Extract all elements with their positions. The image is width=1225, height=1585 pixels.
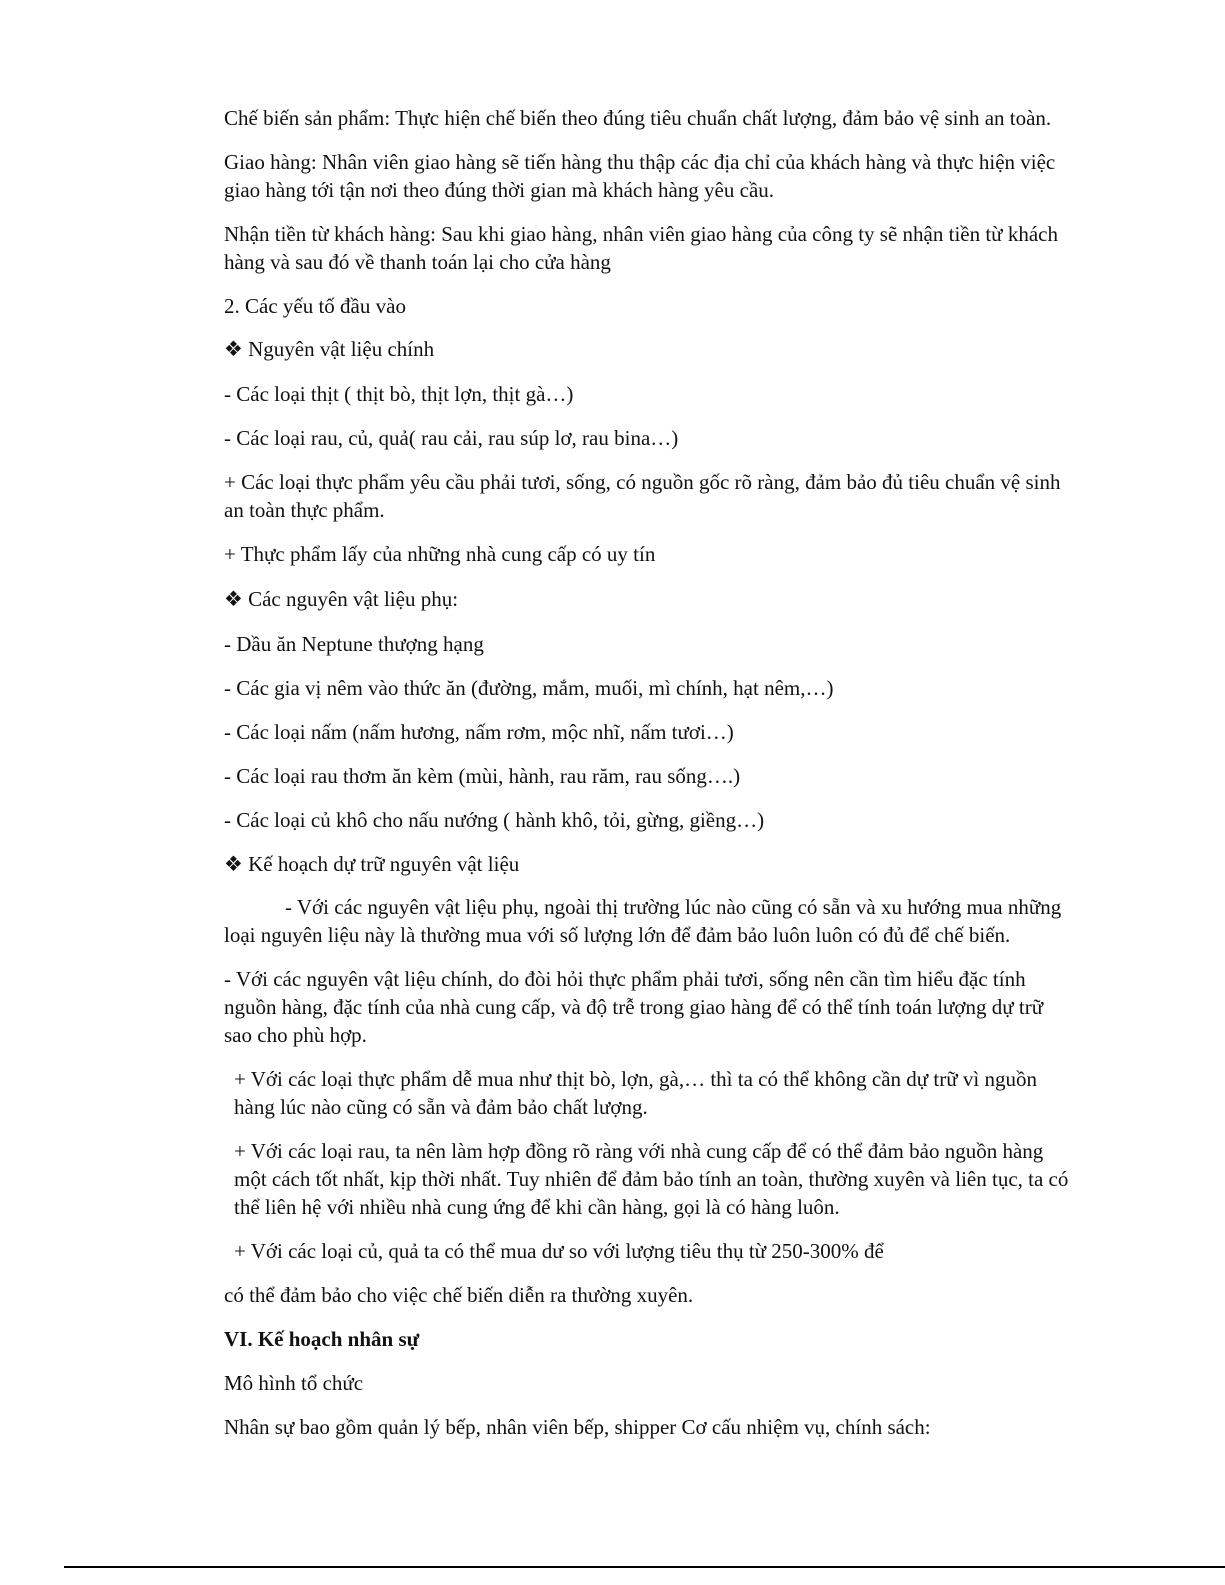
section-heading-inputs: 2. Các yếu tố đầu vào — [224, 294, 406, 318]
bullet-main-materials: ❖ Nguyên vật liệu chính — [224, 337, 435, 361]
paragraph-main-stock: - Với các nguyên vật liệu chính, do đòi hỏi thực phẩm phải tươi, sống nên cần tìm hiểu đặc tính nguồn hàng, đặc tính của nhà cung cấp, và độ trễ trong giao hàng để có thể tính toán lượng dự trữ sao cho phù hợp. — [224, 967, 1044, 1047]
list-item-mushrooms: - Các loại nấm (nấm hương, nấm rơm, mộc nhĩ, nấm tươi…) — [224, 720, 734, 744]
paragraph-root-stock-continued: có thể đảm bảo cho việc chế biến diễn ra thường xuyên. — [224, 1283, 694, 1307]
paragraph-delivery: Giao hàng: Nhân viên giao hàng sẽ tiến hàng thu thập các địa chỉ của khách hàng và thực hiện việc giao hàng tới tận nơi theo đúng thời gian mà khách hàng yêu cầu. — [224, 150, 1056, 202]
list-item-reputable-suppliers: + Thực phẩm lấy của những nhà cung cấp có uy tín — [224, 542, 656, 566]
paragraph-processing: Chế biến sản phẩm: Thực hiện chế biến theo đúng tiêu chuẩn chất lượng, đảm bảo vệ sinh an toàn. — [224, 106, 1052, 130]
paragraph-root-stock: + Với các loại củ, quả ta có thể mua dư so với lượng tiêu thụ từ 250-300% để — [234, 1239, 884, 1263]
paragraph-vegetable-stock: + Với các loại rau, ta nên làm hợp đồng rõ ràng với nhà cung cấp để có thể đảm bảo nguồn hàng một cách tốt nhất, kịp thời nhất. Tuy nhiên để đảm bảo tính an toàn, thường xuyên và liên tục, ta có thể liên hệ với nhiều nhà cung ứng để khi cần hàng, gọi là có hàng luôn. — [234, 1139, 1069, 1219]
paragraph-staff-structure: Nhân sự bao gồm quản lý bếp, nhân viên bếp, shipper Cơ cấu nhiệm vụ, chính sách: — [224, 1415, 931, 1439]
list-item-herbs: - Các loại rau thơm ăn kèm (mùi, hành, rau răm, rau sống….) — [224, 764, 741, 788]
bullet-secondary-materials: ❖ Các nguyên vật liệu phụ: — [224, 587, 459, 611]
section-heading-personnel: VI. Kế hoạch nhân sự — [224, 1327, 420, 1351]
list-item-spices: - Các gia vị nêm vào thức ăn (đường, mắm, muối, mì chính, hạt nêm,…) — [224, 676, 834, 700]
paragraph-org-model: Mô hình tổ chức — [224, 1371, 364, 1395]
paragraph-payment: Nhận tiền từ khách hàng: Sau khi giao hàng, nhân viên giao hàng của công ty sẽ nhận tiền từ khách hàng và sau đó về thanh toán lại cho cửa hàng — [224, 222, 1058, 274]
paragraph-meat-stock: + Với các loại thực phẩm dễ mua như thịt bò, lợn, gà,… thì ta có thể không cần dự trữ vì nguồn hàng lúc nào cũng có sẵn và đảm bảo chất lượng. — [234, 1067, 1037, 1119]
list-item-fresh-requirement: + Các loại thực phẩm yêu cầu phải tươi, sống, có nguồn gốc rõ ràng, đảm bảo đủ tiêu chuẩn vệ sinh an toàn thực phẩm. — [224, 470, 1061, 522]
page-bottom-divider — [64, 1566, 1225, 1568]
list-item-cooking-oil: - Dầu ăn Neptune thượng hạng — [224, 632, 484, 656]
list-item-meat: - Các loại thịt ( thịt bò, thịt lợn, thịt gà…) — [224, 382, 574, 406]
paragraph-secondary-stock: - Với các nguyên vật liệu phụ, ngoài thị trường lúc nào cũng có sẵn và xu hướng mua những loại nguyên liệu này là thường mua với số lượng lớn để đảm bảo luôn luôn có đủ để chế biến. — [224, 895, 1062, 947]
bullet-inventory-plan: ❖ Kế hoạch dự trữ nguyên vật liệu — [224, 852, 520, 876]
list-item-vegetables: - Các loại rau, củ, quả( rau cải, rau súp lơ, rau bina…) — [224, 426, 679, 450]
document-body — [224, 104, 1074, 1457]
list-item-dry-roots: - Các loại củ khô cho nấu nướng ( hành khô, tỏi, gừng, giềng…) — [224, 808, 765, 832]
